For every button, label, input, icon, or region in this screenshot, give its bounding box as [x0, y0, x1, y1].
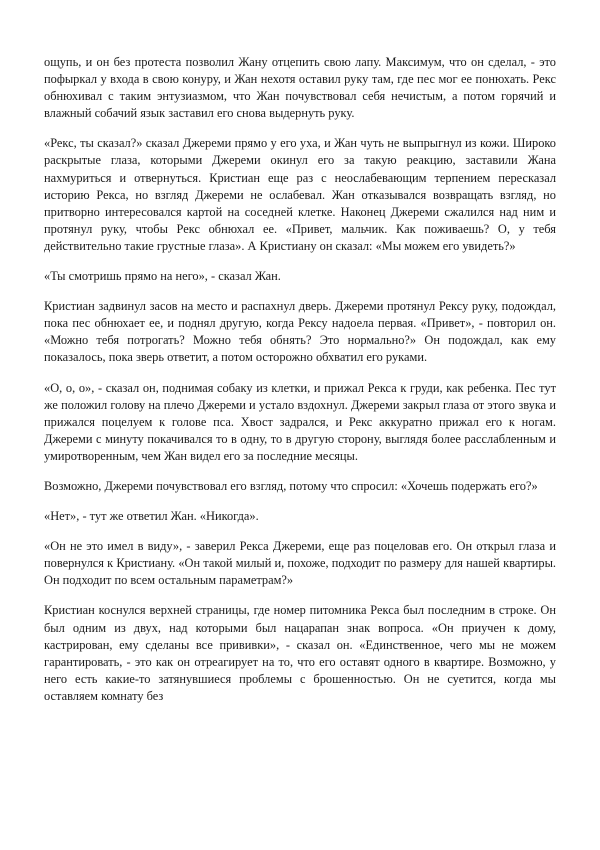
paragraph: «Нет», - тут же ответил Жан. «Никогда».: [44, 509, 259, 524]
paragraph: Возможно, Джереми почувствовал его взгляд, потому что спросил: «Хочешь подержать его?»: [44, 478, 538, 493]
paragraph: «Рекс, ты сказал?» сказал Джереми прямо у его уха, и Жан чуть не выпрыгнул из кожи. Широко раскрытые глаза, которыми Джереми окинул его за такую реакцию, заставили Жана нахмуриться и отвернуться. Кристиан еще раз с неослабевающим терпением пересказал историю Рекса, но взгляд Джереми не ослабевал. Жан отказывался возвращать взгляд, но притворно интересовался картой на соседней клетке. Наконец Джереми сжалился над ним и протянул руку, чтобы Рекс обнюхал ее. «Привет, мальчик. Как поживаешь? О, у тебя действительно такие грустные глаза». А Кристиану он сказал: «Мы можем его увидеть?»: [44, 136, 556, 253]
document-text-body: [44, 54, 556, 705]
paragraph: Кристиан коснулся верхней страницы, где номер питомника Рекса был последним в строке. Он был одним из двух, над которыми был нацарапан знак вопроса. «Он приучен к дому, кастрирован, ему сделаны все прививки», - сказал он. «Единственное, чего мы не можем гарантировать, - это как он отреагирует на то, что его оставят одного в квартире. Возможно, у него есть какие-то затянувшиеся проблемы с брошенностью. Он не суетится, когда мы оставляем комнату без: [44, 603, 556, 703]
paragraph: ощупь, и он без протеста позволил Жану отцепить свою лапу. Максимум, что он сделал, - это пофыркал у входа в свою конуру, и Жан нехотя оставил руку там, где пес мог ее понюхать. Рекс обнюхивал с таким энтузиазмом, что Жан почувствовал себя нечистым, а потом горячий и влажный собачий язык заставил его снова выдернуть руку.: [44, 55, 556, 121]
paragraph: «О, о, о», - сказал он, поднимая собаку из клетки, и прижал Рекса к груди, как ребенка. Пес тут же положил голову на плечо Джереми и устало вздохнул. Джереми закрыл глаза от этого звука и прижался поцелуем к голове пса. Хвост задрался, и Рекс аккуратно прижал его к ногам. Джереми с минуту покачивался то в одну, то в другую сторону, выглядя более расслабленным и умиротворенным, чем Жан видел его за последние месяцы.: [44, 380, 556, 463]
paragraph: «Ты смотришь прямо на него», - сказал Жан.: [44, 269, 281, 284]
paragraph: «Он не это имел в виду», - заверил Рекса Джереми, еще раз поцеловав его. Он открыл глаза и повернулся к Кристиану. «Он такой милый и, похоже, подходит по размеру для нашей квартиры. Он подходит по всем остальным параметрам?»: [44, 539, 556, 588]
paragraph: Кристиан задвинул засов на место и распахнул дверь. Джереми протянул Рексу руку, подождал, пока пес обнюхает ее, и поднял другую, когда Рексу надоела первая. «Привет», - повторил он. «Можно тебя потрогать? Можно тебя обнять? Это нормально?» Он подождал, как ему показалось, пока зверь ответит, а потом осторожно обхватил его руками.: [44, 299, 556, 365]
